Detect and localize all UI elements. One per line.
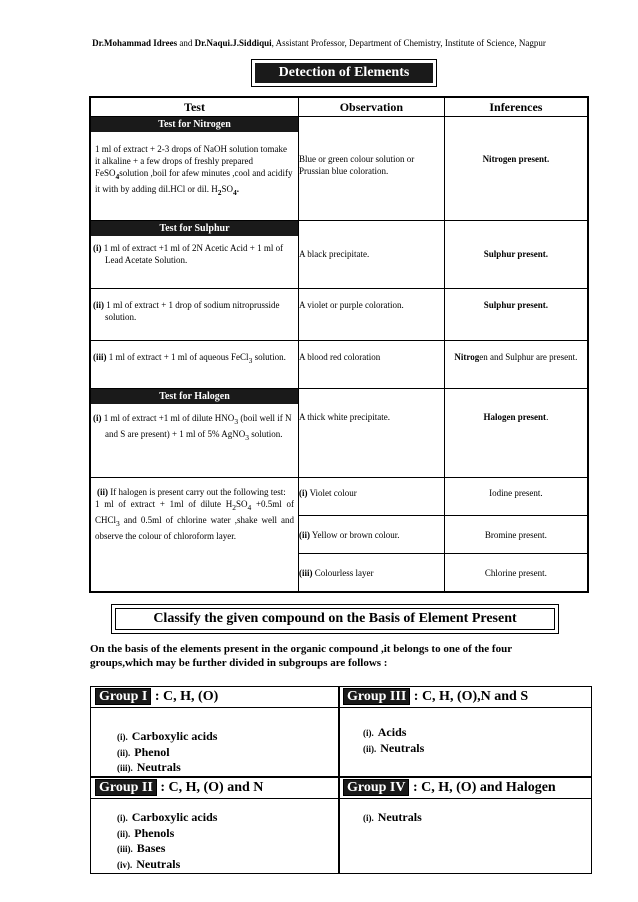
sulphur-test-1 [91, 236, 298, 272]
group-tag: Group III [343, 688, 410, 705]
num: (ii). [117, 828, 131, 839]
text: SO [221, 183, 234, 194]
text: solution ,boil for afew minutes ,cool and acidify it with by adding dil.HCl or dil. H [95, 168, 293, 194]
list-item [117, 857, 217, 873]
test-cell [90, 289, 299, 341]
num: (i). [363, 728, 374, 738]
text: Neutrals [136, 856, 181, 871]
test-cell [90, 221, 299, 289]
page-title: Detection of Elements [255, 63, 433, 83]
text: solution. [252, 352, 286, 362]
nitrogen-test [91, 132, 298, 205]
group-elements: : C, H, (O) and N [156, 780, 264, 795]
subscript: 2 [232, 502, 236, 512]
list-item [117, 745, 217, 761]
text: (boil well if N and S are present) + 1 ml of 5% AgNO [105, 413, 292, 439]
text: . [236, 183, 240, 194]
num: (ii). [363, 743, 377, 754]
halogen-test-2 [91, 478, 298, 548]
observation-cell: A violet or purple coloration. [299, 289, 445, 341]
col-header-observation: Observation [299, 97, 445, 117]
num: (iii) [299, 568, 313, 578]
author-2: Dr.Naqui.J.Siddiqui [194, 38, 272, 48]
text: Neutrals [377, 810, 422, 824]
text: Neutrals [380, 740, 425, 755]
subscript: 4 [247, 502, 252, 512]
detection-table [89, 96, 589, 593]
group-1-list [117, 729, 217, 776]
author-1: Dr.Mohammad Idrees [92, 38, 178, 48]
col-header-inferences: Inferences [444, 97, 588, 117]
num: (iv). [117, 859, 133, 870]
group-2-list [117, 810, 217, 872]
page-header [0, 38, 638, 48]
subscript: 2 [217, 187, 222, 197]
title-box [251, 59, 437, 87]
sulphur-heading: Test for Sulphur [91, 221, 298, 236]
group-1-heading [95, 687, 218, 707]
num: (i) [299, 488, 308, 498]
text: If halogen is present carry out the following test: [108, 487, 286, 497]
test-cell [90, 341, 299, 389]
text: Neutrals [136, 760, 181, 774]
observation-cell: A black precipitate. [299, 221, 445, 289]
halogen-test-1 [91, 404, 298, 450]
sulphur-test-2 [91, 289, 298, 329]
text: Yellow or brown colour. [310, 530, 400, 540]
inference-cell [444, 341, 588, 389]
text: Violet colour [307, 488, 357, 498]
num: (ii). [117, 747, 131, 758]
subscript: 4 [233, 187, 237, 197]
group-elements: : C, H, (O) [151, 689, 219, 704]
group-elements: : C, H, (O),N and S [410, 689, 529, 704]
observation-cell: Blue or green colour solution or Prussian blue coloration. [299, 117, 445, 221]
text: Halogen present [483, 412, 547, 422]
classify-paragraph: On the basis of the elements present in the organic compound ,it belongs to one of the four groups,which may be further divided in subgroups are follows : [90, 643, 512, 669]
classify-title: Classify the given compound on the Basis of Element Present [115, 608, 555, 630]
text: Acids [377, 725, 407, 739]
num: (i) [93, 413, 102, 423]
inference-cell [444, 389, 588, 478]
text: Phenols [134, 825, 175, 840]
list-item [117, 810, 217, 826]
test-cell [90, 117, 299, 221]
text: Bases [136, 841, 166, 855]
text: Carboxylic acids [131, 729, 218, 743]
text: . [546, 412, 549, 422]
inference-cell: Nitrogen present. [444, 117, 588, 221]
text: 1 ml of extract + 1 ml of aqueous FeCl [106, 352, 249, 362]
observation-cell [299, 554, 445, 592]
num: (i). [117, 732, 128, 742]
list-item [117, 729, 217, 745]
num: (i) [93, 243, 102, 253]
inference-cell: Bromine present. [444, 516, 588, 554]
list-item [117, 841, 217, 857]
subscript: 4 [115, 171, 120, 181]
list-item [363, 725, 424, 741]
header-affiliation: , Assistant Professor, Department of Chemistry, Institute of Science, Nagpur [271, 38, 546, 48]
num: (ii) [299, 530, 310, 540]
list-item [117, 760, 217, 776]
inference-cell: Iodine present. [444, 478, 588, 516]
group-3-heading [343, 687, 528, 707]
subscript: 3 [248, 355, 253, 365]
inference-cell: Chlorine present. [444, 554, 588, 592]
table-row [90, 221, 588, 289]
list-item [363, 741, 424, 757]
divider [91, 798, 591, 799]
header-and: and [177, 38, 195, 48]
num: (iii). [117, 763, 133, 773]
table-header-row [90, 97, 588, 117]
num: (i). [363, 813, 374, 823]
observation-cell [299, 478, 445, 516]
subscript: 3 [116, 518, 120, 528]
group-elements: : C, H, (O) and Halogen [409, 780, 556, 795]
table-row [90, 341, 588, 389]
num: (i). [117, 813, 128, 823]
text: 1 ml of extract + 2-3 drops of NaOH solution tomake it alkaline + a few drops of freshly prepared FeSO [95, 144, 288, 178]
text: 1 ml of extract + 1 drop of sodium nitroprusside solution. [104, 300, 280, 322]
text: en and Sulphur are present. [479, 352, 578, 362]
group-tag: Group II [95, 779, 157, 796]
nitrogen-heading: Test for Nitrogen [91, 117, 298, 132]
test-cell [90, 389, 299, 478]
num: (iii) [93, 352, 107, 362]
subscript: 3 [245, 432, 250, 442]
divider [91, 707, 591, 708]
text: Phenol [134, 744, 170, 759]
text: Nitrog [454, 352, 480, 362]
halogen-heading: Test for Halogen [91, 389, 298, 404]
num: (iii). [117, 844, 133, 854]
inference-cell: Sulphur present. [444, 289, 588, 341]
divider [338, 687, 340, 873]
text: and 0.5ml of chlorine water ,shake well and observe the colour of chloroform layer. [95, 514, 294, 541]
text: 1 ml of extract + 1ml of dilute H [95, 499, 233, 509]
group-4-heading [343, 778, 556, 798]
text: Carboxylic acids [131, 810, 218, 824]
inference-cell: Sulphur present. [444, 221, 588, 289]
num: (ii) [93, 300, 104, 310]
subscript: 3 [234, 416, 239, 426]
table-row [90, 117, 588, 221]
text: Colourless layer [312, 568, 374, 578]
group-tag: Group IV [343, 779, 409, 796]
text: SO [235, 499, 248, 509]
observation-cell: A blood red coloration [299, 341, 445, 389]
group-tag: Group I [95, 688, 151, 705]
text: +0.5ml of CHCl [95, 499, 294, 525]
table-row [90, 289, 588, 341]
groups-table [90, 686, 592, 874]
group-2-heading [95, 778, 263, 798]
table-row [90, 389, 588, 478]
num: (ii) [97, 487, 108, 497]
test-cell [90, 478, 299, 592]
col-header-test: Test [90, 97, 299, 117]
list-item [363, 810, 422, 826]
observation-cell: A thick white precipitate. [299, 389, 445, 478]
observation-cell [299, 516, 445, 554]
group-4-list [363, 810, 422, 826]
list-item [117, 826, 217, 842]
group-3-list [363, 725, 424, 756]
text: 1 ml of extract +1 ml of 2N Acetic Acid + 1 ml of Lead Acetate Solution. [101, 243, 284, 265]
text: 1 ml of extract +1 ml of dilute HNO [101, 413, 235, 423]
text: solution. [249, 428, 283, 439]
classify-title-box [111, 604, 559, 634]
sulphur-test-3 [91, 341, 298, 373]
table-row [90, 478, 588, 516]
